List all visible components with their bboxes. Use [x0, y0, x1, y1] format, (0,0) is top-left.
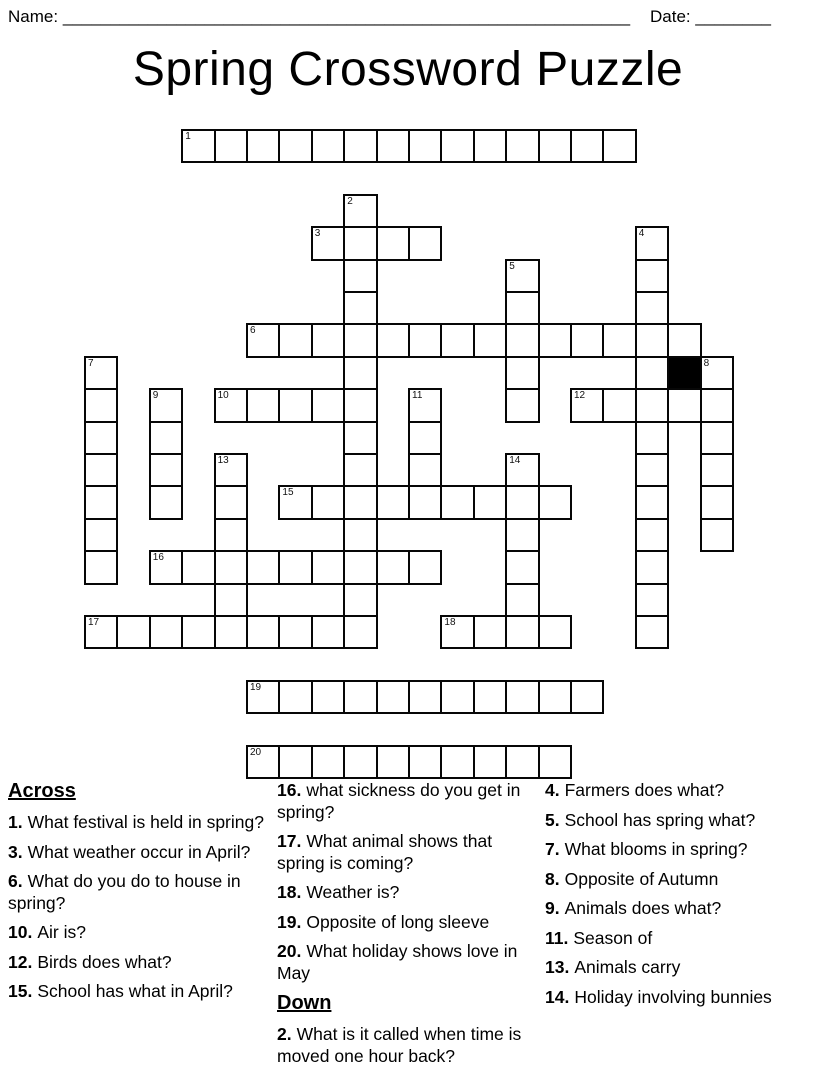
clue-number: 11. — [545, 927, 569, 948]
grid-cell[interactable] — [343, 518, 377, 552]
clue-number: 2. — [277, 1024, 292, 1044]
grid-cell[interactable] — [505, 550, 539, 584]
grid-cell[interactable] — [473, 680, 507, 714]
clues-column-1 — [8, 780, 270, 1011]
grid-cell[interactable] — [408, 745, 442, 779]
clue-number: 5. — [545, 809, 560, 830]
grid-cell[interactable] — [84, 615, 118, 649]
grid-cell[interactable] — [408, 388, 442, 422]
grid-cell[interactable] — [376, 745, 410, 779]
grid-cell[interactable] — [149, 453, 183, 487]
grid-cell[interactable] — [473, 129, 507, 163]
cell-number: 7 — [88, 357, 94, 369]
grid-cell[interactable] — [635, 583, 669, 617]
grid-cell[interactable] — [505, 323, 539, 357]
cell-number: 17 — [88, 617, 100, 628]
grid-cell[interactable] — [700, 453, 734, 487]
cell-number: 16 — [152, 552, 164, 564]
clue-number: 10. — [8, 922, 33, 942]
clue-text: School has spring what? — [564, 809, 756, 830]
clue-number: 20. — [277, 941, 302, 961]
grid-cell[interactable] — [311, 485, 345, 519]
grid-cell[interactable] — [246, 615, 280, 649]
grid-cell[interactable] — [149, 388, 183, 422]
clue-across-20 — [277, 941, 543, 984]
grid-cell[interactable] — [408, 680, 442, 714]
grid-cell[interactable] — [311, 615, 345, 649]
grid-cell[interactable] — [84, 485, 118, 519]
cell-number: 4 — [638, 228, 645, 240]
grid-cell[interactable] — [343, 421, 377, 455]
clues-column-2 — [277, 780, 543, 1075]
grid-cell[interactable] — [311, 226, 345, 260]
grid-cell[interactable] — [214, 388, 248, 422]
grid-cell[interactable] — [570, 129, 604, 163]
grid-cell[interactable] — [667, 323, 701, 357]
grid-cell[interactable] — [635, 291, 669, 325]
grid-cell[interactable] — [635, 615, 669, 649]
grid-cell[interactable] — [343, 745, 377, 779]
grid-cell[interactable] — [181, 129, 215, 163]
grid-cell[interactable] — [700, 485, 734, 519]
grid-cell[interactable] — [343, 323, 377, 357]
clue-text: What do you do to house in spring? — [8, 871, 241, 913]
grid-cell[interactable] — [505, 615, 539, 649]
clue-across-10 — [8, 922, 270, 944]
clue-across-6 — [8, 871, 270, 914]
black-cell — [667, 356, 701, 390]
clue-number: 14. — [545, 986, 570, 1007]
clue-text: Birds does what? — [37, 951, 172, 972]
grid-cell[interactable] — [214, 485, 248, 519]
clue-number: 7. — [545, 839, 560, 859]
grid-cell[interactable] — [570, 388, 604, 422]
grid-cell[interactable] — [440, 129, 474, 163]
grid-cell[interactable] — [84, 356, 118, 390]
clue-number: 9. — [545, 898, 560, 918]
grid-cell[interactable] — [505, 129, 539, 163]
clues-column-3 — [545, 780, 809, 1016]
grid-cell[interactable] — [278, 485, 312, 519]
grid-cell[interactable] — [246, 550, 280, 584]
clue-number: 1. — [8, 812, 23, 832]
clue-down-2 — [277, 1024, 543, 1067]
cell-number: 10 — [217, 390, 229, 402]
grid-cell[interactable] — [635, 323, 669, 357]
grid-cell[interactable] — [84, 550, 118, 584]
clue-text: School has what in April? — [37, 981, 233, 1001]
grid-cell[interactable] — [84, 518, 118, 552]
clue-down-11 — [545, 928, 809, 950]
grid-cell[interactable] — [538, 485, 572, 519]
grid-cell[interactable] — [246, 745, 280, 779]
clue-number: 8. — [545, 868, 560, 889]
clue-text: Animals does what? — [564, 898, 722, 918]
page-title: Spring Crossword Puzzle — [132, 43, 684, 96]
grid-cell[interactable] — [408, 453, 442, 487]
grid-cell[interactable] — [538, 129, 572, 163]
cell-number: 19 — [250, 681, 262, 693]
grid-cell[interactable] — [214, 518, 248, 552]
clue-text: Animals carry — [574, 957, 681, 977]
grid-cell[interactable] — [343, 388, 377, 422]
crossword-grid — [84, 129, 736, 781]
clue-number: 19. — [277, 911, 302, 932]
grid-cell[interactable] — [505, 485, 539, 519]
clue-across-12 — [8, 952, 270, 974]
grid-cell[interactable] — [343, 615, 377, 649]
grid-cell[interactable] — [376, 680, 410, 714]
grid-cell[interactable] — [635, 421, 669, 455]
grid-cell[interactable] — [440, 323, 474, 357]
grid-cell[interactable] — [408, 550, 442, 584]
grid-cell[interactable] — [440, 680, 474, 714]
grid-cell[interactable] — [343, 356, 377, 390]
clue-text: What animal shows that spring is coming? — [277, 831, 493, 873]
grid-cell[interactable] — [635, 453, 669, 487]
grid-cell[interactable] — [149, 421, 183, 455]
cell-number: 3 — [314, 228, 321, 240]
clue-text: What is it called when time is moved one hour back? — [277, 1024, 522, 1066]
grid-cell[interactable] — [343, 453, 377, 487]
grid-cell[interactable] — [570, 323, 604, 357]
clue-down-5 — [545, 810, 809, 832]
grid-cell[interactable] — [505, 453, 539, 487]
grid-cell[interactable] — [440, 485, 474, 519]
grid-cell[interactable] — [635, 550, 669, 584]
grid-cell[interactable] — [149, 485, 183, 519]
clue-text: what sickness do you get in spring? — [277, 780, 521, 822]
clue-text: Season of — [573, 927, 653, 948]
grid-cell[interactable] — [246, 680, 280, 714]
cell-number: 1 — [185, 131, 191, 142]
clue-text: What blooms in spring? — [564, 839, 748, 859]
clue-down-14 — [545, 987, 809, 1009]
clue-across-17 — [277, 831, 543, 874]
clue-number: 6. — [8, 871, 23, 891]
clue-number: 16. — [277, 780, 302, 800]
grid-cell[interactable] — [311, 680, 345, 714]
grid-cell[interactable] — [278, 388, 312, 422]
cell-number: 18 — [444, 617, 456, 628]
grid-cell[interactable] — [311, 323, 345, 357]
clue-across-16 — [277, 780, 543, 823]
name-blank-line: ____________________________________________________________ — [62, 7, 631, 26]
clue-down-8 — [545, 869, 809, 891]
clue-text: Opposite of Autumn — [564, 868, 719, 889]
grid-cell[interactable] — [246, 323, 280, 357]
grid-cell[interactable] — [343, 129, 377, 163]
grid-cell[interactable] — [505, 291, 539, 325]
grid-cell[interactable] — [214, 453, 248, 487]
grid-cell[interactable] — [214, 615, 248, 649]
grid-cell[interactable] — [505, 680, 539, 714]
grid-cell[interactable] — [635, 356, 669, 390]
grid-cell[interactable] — [408, 485, 442, 519]
cell-number: 15 — [282, 487, 294, 499]
clue-text: What holiday shows love in May — [277, 941, 518, 983]
clue-number: 12. — [8, 951, 33, 972]
cell-number: 2 — [347, 195, 353, 207]
grid-cell[interactable] — [311, 550, 345, 584]
grid-cell[interactable] — [505, 356, 539, 390]
cell-number: 20 — [250, 746, 262, 758]
grid-cell[interactable] — [84, 388, 118, 422]
grid-cell[interactable] — [635, 388, 669, 422]
grid-cell[interactable] — [538, 745, 572, 779]
clue-number: 13. — [545, 957, 570, 977]
clue-across-18 — [277, 882, 543, 904]
grid-cell[interactable] — [440, 615, 474, 649]
grid-cell[interactable] — [84, 421, 118, 455]
grid-cell[interactable] — [473, 745, 507, 779]
grid-cell[interactable] — [278, 323, 312, 357]
date-field — [650, 7, 771, 27]
grid-cell[interactable] — [538, 680, 572, 714]
grid-cell[interactable] — [181, 550, 215, 584]
clue-number: 17. — [277, 831, 302, 851]
clues-heading-across: Across — [8, 780, 76, 802]
grid-cell[interactable] — [376, 550, 410, 584]
grid-cell[interactable] — [505, 745, 539, 779]
date-label: Date: — [650, 7, 691, 26]
grid-cell[interactable] — [538, 615, 572, 649]
grid-cell[interactable] — [635, 259, 669, 293]
clue-across-1 — [8, 812, 270, 834]
clue-across-15 — [8, 981, 270, 1003]
grid-cell[interactable] — [343, 291, 377, 325]
cell-number: 6 — [250, 325, 256, 337]
cell-number: 14 — [509, 455, 521, 466]
grid-cell[interactable] — [602, 323, 636, 357]
grid-cell[interactable] — [116, 615, 150, 649]
grid-cell[interactable] — [505, 388, 539, 422]
grid-cell[interactable] — [214, 129, 248, 163]
grid-cell[interactable] — [635, 226, 669, 260]
grid-cell[interactable] — [343, 259, 377, 293]
grid-cell[interactable] — [700, 518, 734, 552]
clue-number: 4. — [545, 780, 560, 800]
grid-cell[interactable] — [602, 129, 636, 163]
grid-cell[interactable] — [700, 421, 734, 455]
grid-cell[interactable] — [473, 615, 507, 649]
grid-cell[interactable] — [278, 129, 312, 163]
grid-cell[interactable] — [278, 550, 312, 584]
cell-number: 13 — [217, 455, 229, 466]
grid-cell[interactable] — [473, 485, 507, 519]
grid-cell[interactable] — [84, 453, 118, 487]
grid-cell[interactable] — [700, 356, 734, 390]
grid-cell[interactable] — [408, 129, 442, 163]
clue-number: 15. — [8, 981, 33, 1001]
grid-cell[interactable] — [246, 388, 280, 422]
grid-cell[interactable] — [278, 680, 312, 714]
grid-cell[interactable] — [408, 226, 442, 260]
grid-cell[interactable] — [311, 388, 345, 422]
grid-cell[interactable] — [570, 680, 604, 714]
grid-cell[interactable] — [278, 615, 312, 649]
date-blank-line: ________ — [695, 7, 772, 26]
name-field — [8, 7, 630, 27]
clue-down-9 — [545, 898, 809, 920]
cell-number: 9 — [152, 390, 159, 402]
grid-cell[interactable] — [635, 518, 669, 552]
clue-text: Farmers does what? — [564, 780, 725, 800]
clue-text: Opposite of long sleeve — [306, 911, 490, 932]
clue-text: What weather occur in April? — [27, 841, 251, 862]
grid-cell[interactable] — [505, 259, 539, 293]
grid-cell[interactable] — [376, 226, 410, 260]
clue-down-4 — [545, 780, 809, 802]
grid-cell[interactable] — [635, 485, 669, 519]
grid-cell[interactable] — [376, 129, 410, 163]
clue-down-7 — [545, 839, 809, 861]
grid-cell[interactable] — [278, 745, 312, 779]
grid-cell[interactable] — [473, 323, 507, 357]
grid-cell[interactable] — [700, 388, 734, 422]
clue-text: What festival is held in spring? — [27, 812, 264, 832]
grid-cell[interactable] — [214, 583, 248, 617]
clue-number: 18. — [277, 882, 302, 902]
clue-text: Holiday involving bunnies — [574, 986, 772, 1007]
grid-cell[interactable] — [343, 485, 377, 519]
name-label: Name: — [8, 7, 59, 26]
grid-cell[interactable] — [408, 323, 442, 357]
grid-cell[interactable] — [343, 680, 377, 714]
grid-cell[interactable] — [343, 550, 377, 584]
clue-across-19 — [277, 912, 543, 934]
clue-text: Air is? — [37, 922, 86, 942]
grid-cell[interactable] — [181, 615, 215, 649]
cell-number: 8 — [703, 357, 710, 369]
grid-cell[interactable] — [376, 323, 410, 357]
grid-cell[interactable] — [505, 583, 539, 617]
cell-number: 5 — [509, 260, 515, 272]
grid-cell[interactable] — [505, 518, 539, 552]
grid-cell[interactable] — [149, 550, 183, 584]
cell-number: 12 — [574, 390, 586, 402]
grid-cell[interactable] — [246, 129, 280, 163]
grid-cell[interactable] — [311, 129, 345, 163]
clue-number: 3. — [8, 841, 23, 862]
clues-heading-down: Down — [277, 992, 332, 1014]
grid-cell[interactable] — [538, 323, 572, 357]
cell-number: 11 — [412, 390, 423, 402]
clue-across-3 — [8, 842, 270, 864]
grid-cell[interactable] — [343, 583, 377, 617]
grid-cell[interactable] — [343, 226, 377, 260]
grid-cell[interactable] — [311, 745, 345, 779]
grid-cell[interactable] — [149, 615, 183, 649]
grid-cell[interactable] — [214, 550, 248, 584]
grid-cell[interactable] — [667, 388, 701, 422]
grid-cell[interactable] — [440, 745, 474, 779]
clue-text: Weather is? — [306, 882, 400, 902]
clue-down-13 — [545, 957, 809, 979]
grid-cell[interactable] — [376, 485, 410, 519]
grid-cell[interactable] — [408, 421, 442, 455]
grid-cell[interactable] — [343, 194, 377, 228]
grid-cell[interactable] — [602, 388, 636, 422]
